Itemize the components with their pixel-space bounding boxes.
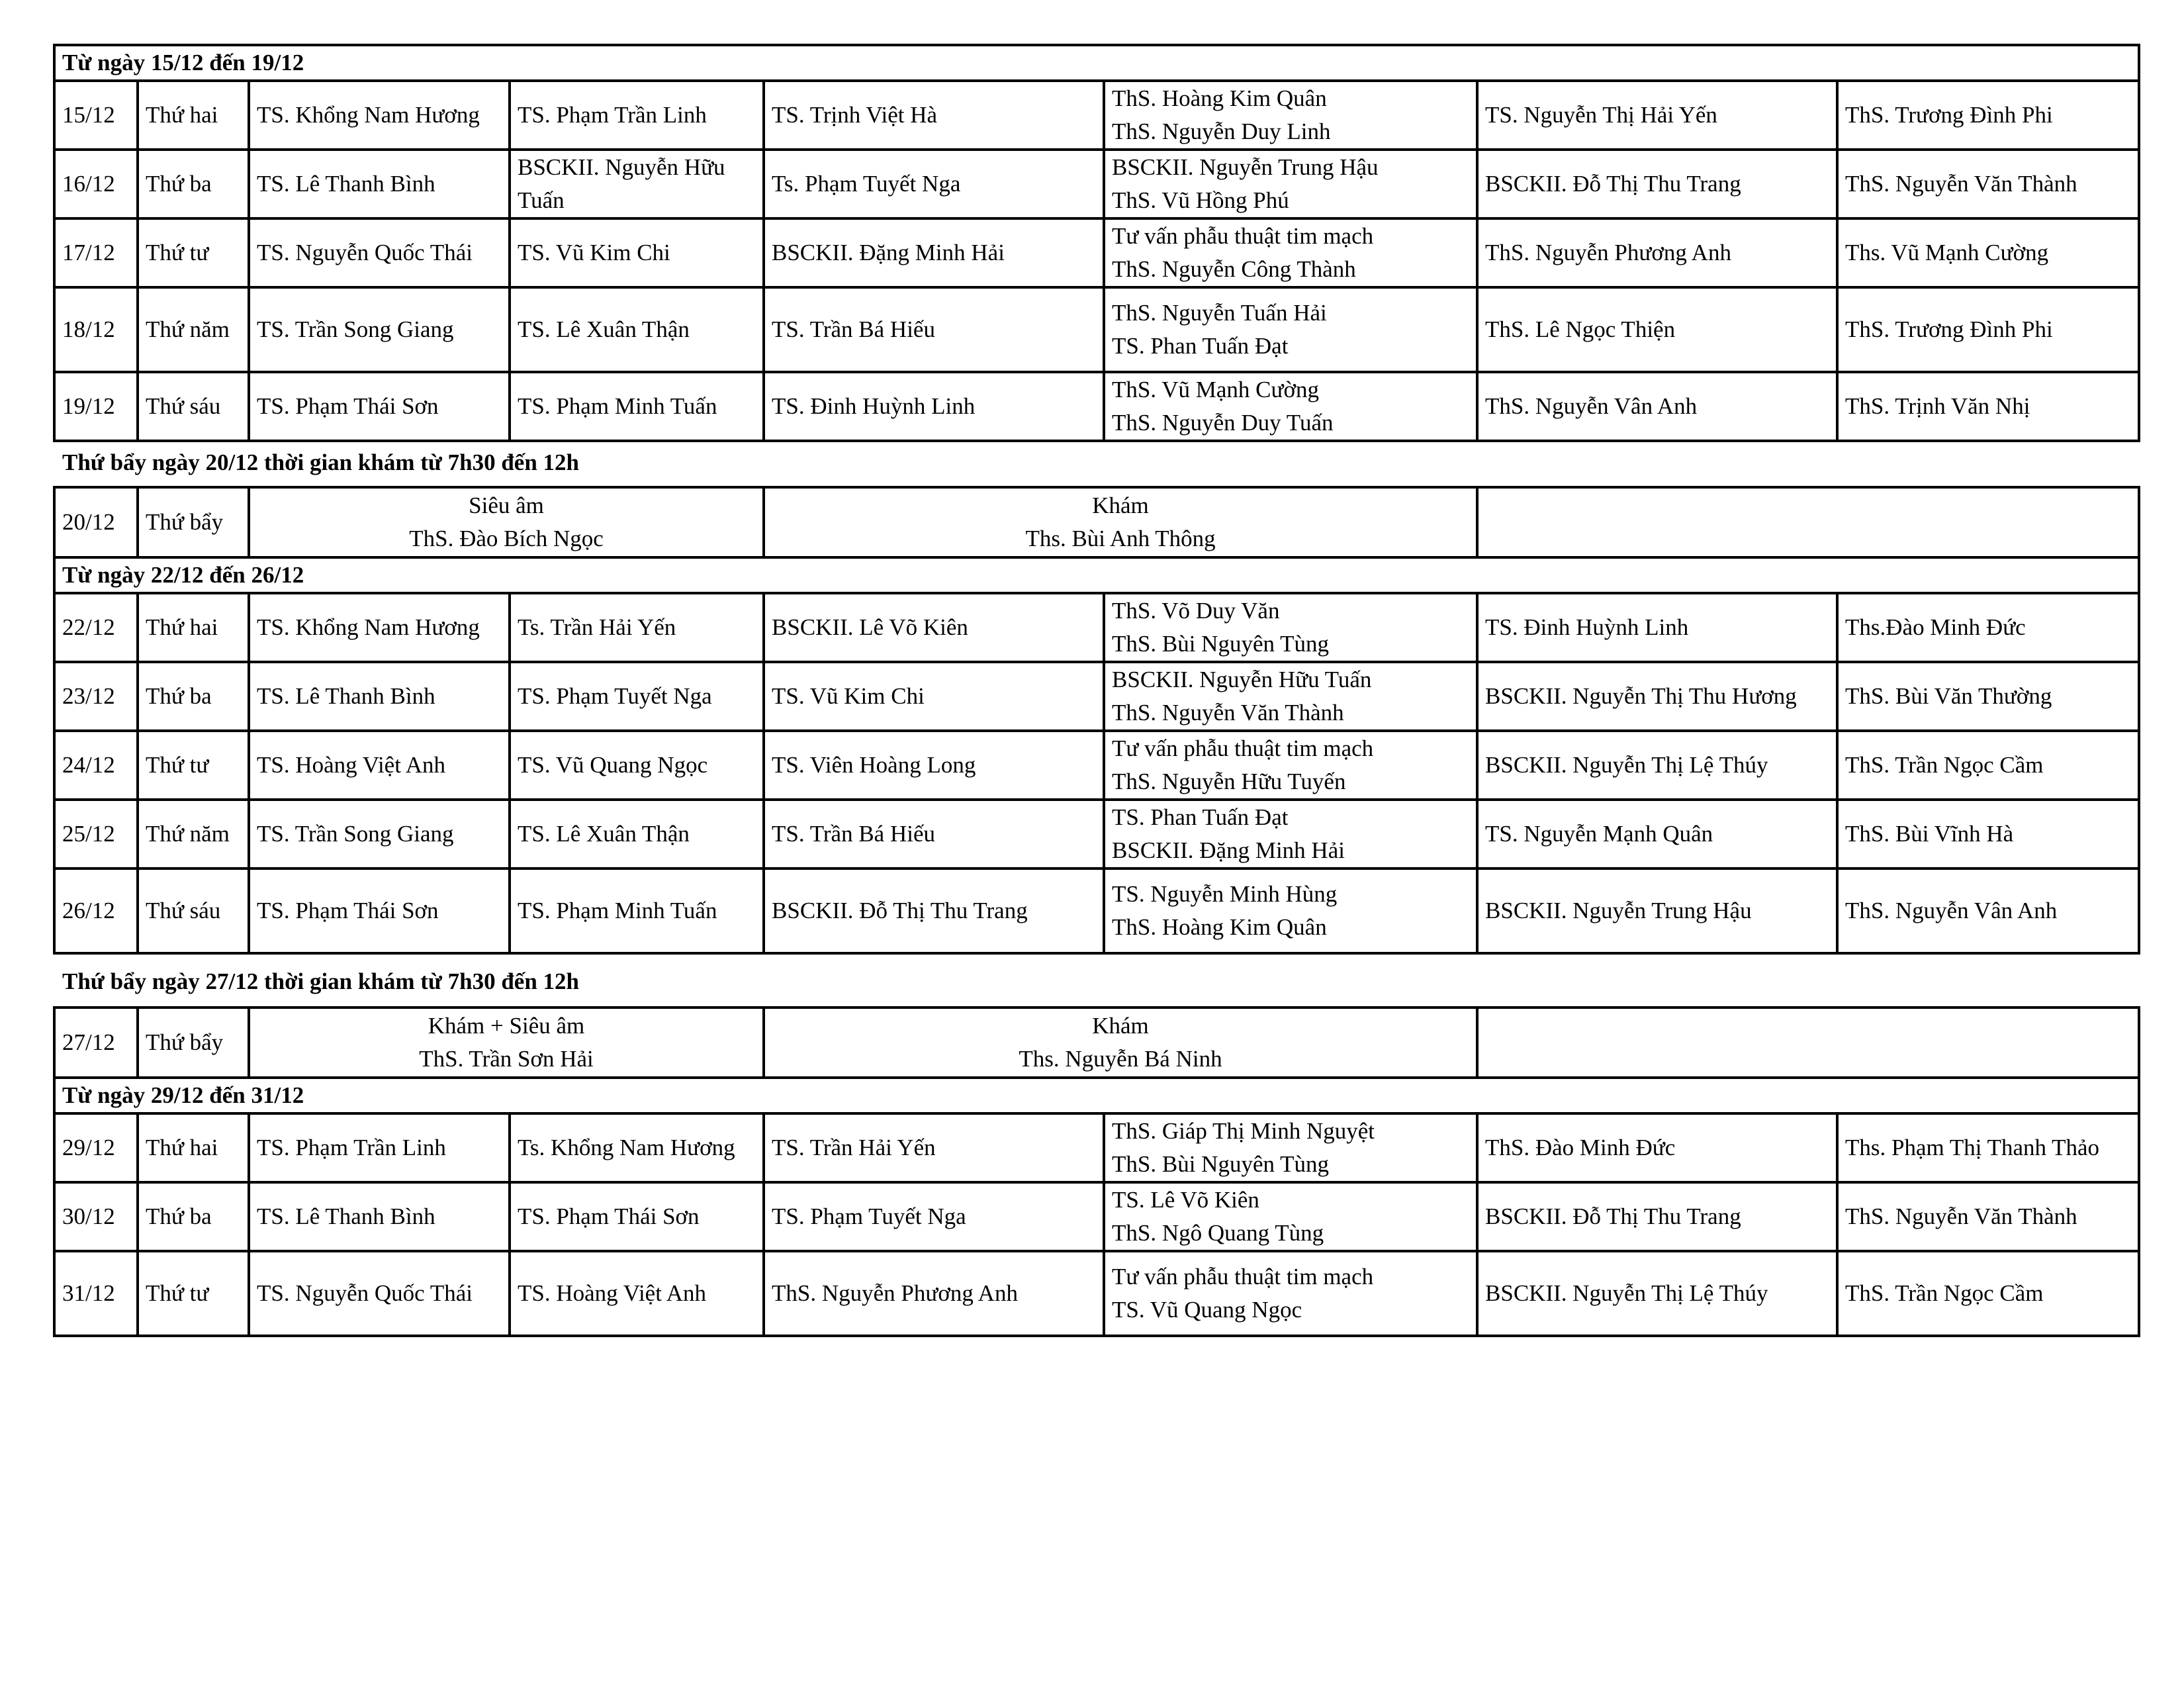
weekday-cell: Thứ tư <box>138 731 249 800</box>
doctor-cell: TS. Phạm Thái Sơn <box>249 868 510 953</box>
doctor-line: ThS. Nguyễn Duy Tuấn <box>1112 410 1334 436</box>
date-cell: 27/12 <box>54 1008 138 1078</box>
doctor-pair-cell <box>1104 372 1477 441</box>
doctor-cell: ThS. Nguyễn Văn Thành <box>1837 1182 2139 1251</box>
doctor-line: ThS. Hoàng Kim Quân <box>1112 85 1327 111</box>
doctor-line: BSCKII. Nguyễn Hữu <box>518 154 725 180</box>
doctor-cell: TS. Đinh Huỳnh Linh <box>764 372 1104 441</box>
service-label: Khám <box>1092 1013 1149 1039</box>
doctor-cell: ThS. Nguyễn Phương Anh <box>1477 218 1837 287</box>
doctor-cell: BSCKII. Nguyễn Thị Lệ Thúy <box>1477 1251 1837 1336</box>
doctor-cell: BSCKII. Đặng Minh Hải <box>764 218 1104 287</box>
doctor-cell: ThS. Trần Ngọc Cầm <box>1837 1251 2139 1336</box>
doctor-pair-cell <box>1104 81 1477 150</box>
table-row <box>54 218 2139 287</box>
doctor-cell: BSCKII. Đỗ Thị Thu Trang <box>1477 150 1837 218</box>
date-cell: 25/12 <box>54 800 138 868</box>
weekday-cell: Thứ hai <box>138 1113 249 1182</box>
doctor-cell: Ths. Vũ Mạnh Cường <box>1837 218 2139 287</box>
doctor-cell: TS. Trần Song Giang <box>249 287 510 372</box>
doctor-pair-cell <box>1104 1113 1477 1182</box>
doctor-cell: ThS. Trịnh Văn Nhị <box>1837 372 2139 441</box>
saturday-caption: Thứ bẩy ngày 27/12 thời gian khám từ 7h30 đến 12h <box>62 968 580 994</box>
table-row <box>54 662 2139 731</box>
table-row <box>54 593 2139 662</box>
doctor-line: ThS. Vũ Hồng Phú <box>1112 187 1289 213</box>
doctor-cell: BSCKII. Nguyễn Thị Thu Hương <box>1477 662 1837 731</box>
date-cell: 29/12 <box>54 1113 138 1182</box>
doctor-cell: TS. Phạm Minh Tuấn <box>510 868 764 953</box>
doctor-pair-cell <box>1104 731 1477 800</box>
doctor-cell: TS. Hoàng Việt Anh <box>510 1251 764 1336</box>
doctor-cell: ThS. Nguyễn Văn Thành <box>1837 150 2139 218</box>
doctor-cell: TS. Phạm Trần Linh <box>249 1113 510 1182</box>
date-cell: 15/12 <box>54 81 138 150</box>
doctor-pair-cell <box>1104 1251 1477 1336</box>
doctor-line: ThS. Đào Bích Ngọc <box>409 526 604 551</box>
doctor-cell: ThS. Trương Đình Phi <box>1837 287 2139 372</box>
schedule-page <box>53 44 2138 1337</box>
table-row <box>54 1182 2139 1251</box>
saturday-caption: Thứ bẩy ngày 20/12 thời gian khám từ 7h30 đến 12h <box>62 449 580 475</box>
doctor-line: Ths. Nguyễn Bá Ninh <box>1019 1046 1222 1072</box>
doctor-line: Tuấn <box>518 187 565 213</box>
doctor-cell: BSCKII. Nguyễn Thị Lệ Thúy <box>1477 731 1837 800</box>
table-row <box>54 150 2139 218</box>
service-label: Khám + Siêu âm <box>428 1013 585 1039</box>
table-row <box>54 1251 2139 1336</box>
doctor-cell: TS. Phạm Trần Linh <box>510 81 764 150</box>
date-cell: 16/12 <box>54 150 138 218</box>
week-header: Từ ngày 15/12 đến 19/12 <box>54 45 2139 81</box>
doctor-cell: TS. Nguyễn Quốc Thái <box>249 1251 510 1336</box>
doctor-pair-cell <box>1104 662 1477 731</box>
doctor-cell: TS. Phạm Tuyết Nga <box>510 662 764 731</box>
doctor-pair-cell <box>1104 800 1477 868</box>
doctor-cell: Ts. Trần Hải Yến <box>510 593 764 662</box>
table-row <box>54 372 2139 441</box>
date-cell: 30/12 <box>54 1182 138 1251</box>
doctor-cell: ThS. Lê Ngọc Thiện <box>1477 287 1837 372</box>
doctor-cell: TS. Hoàng Việt Anh <box>249 731 510 800</box>
doctor-cell: TS. Khổng Nam Hương <box>249 593 510 662</box>
empty-cell <box>1477 1008 2139 1078</box>
doctor-cell: ThS. Bùi Vĩnh Hà <box>1837 800 2139 868</box>
doctor-pair-cell <box>1104 1182 1477 1251</box>
doctor-cell: TS. Trần Bá Hiếu <box>764 800 1104 868</box>
service-label: Siêu âm <box>469 492 544 518</box>
doctor-cell: Ts. Khổng Nam Hương <box>510 1113 764 1182</box>
doctor-line: ThS. Nguyễn Tuấn Hải <box>1112 300 1327 326</box>
doctor-cell: ThS. Bùi Văn Thường <box>1837 662 2139 731</box>
doctor-line: ThS. Nguyễn Hữu Tuyến <box>1112 769 1346 794</box>
doctor-line: BSCKII. Đặng Minh Hải <box>1112 837 1345 863</box>
table-row <box>54 800 2139 868</box>
doctor-line: TS. Nguyễn Minh Hùng <box>1112 881 1338 907</box>
doctor-cell: TS. Lê Thanh Bình <box>249 662 510 731</box>
doctor-pair-cell <box>1104 218 1477 287</box>
doctor-cell: ThS. Nguyễn Vân Anh <box>1477 372 1837 441</box>
weekday-cell: Thứ năm <box>138 287 249 372</box>
doctor-cell: BSCKII. Nguyễn Trung Hậu <box>1477 868 1837 953</box>
weekday-cell: Thứ bẩy <box>138 1008 249 1078</box>
week-header: Từ ngày 22/12 đến 26/12 <box>54 557 2139 593</box>
table-row <box>54 731 2139 800</box>
doctor-pair-cell <box>1104 150 1477 218</box>
doctor-cell: BSCKII. Lê Võ Kiên <box>764 593 1104 662</box>
doctor-line: ThS. Giáp Thị Minh Nguyệt <box>1112 1118 1375 1144</box>
weekday-cell: Thứ năm <box>138 800 249 868</box>
doctor-cell: TS. Lê Thanh Bình <box>249 1182 510 1251</box>
doctor-cell: ThS. Trần Ngọc Cầm <box>1837 731 2139 800</box>
doctor-cell: TS. Phạm Thái Sơn <box>249 372 510 441</box>
doctor-line: ThS. Bùi Nguyên Tùng <box>1112 631 1329 657</box>
doctor-cell: TS. Khổng Nam Hương <box>249 81 510 150</box>
doctor-cell: TS. Vũ Kim Chi <box>764 662 1104 731</box>
date-cell: 26/12 <box>54 868 138 953</box>
doctor-cell: TS. Vũ Quang Ngọc <box>510 731 764 800</box>
table-row <box>54 81 2139 150</box>
doctor-cell: TS. Phạm Minh Tuấn <box>510 372 764 441</box>
doctor-cell: TS. Phạm Thái Sơn <box>510 1182 764 1251</box>
doctor-line: TS. Phan Tuấn Đạt <box>1112 333 1289 359</box>
schedule-table-week-1 <box>53 44 2140 442</box>
date-cell: 24/12 <box>54 731 138 800</box>
weekday-cell: Thứ hai <box>138 593 249 662</box>
doctor-cell: TS. Lê Xuân Thận <box>510 287 764 372</box>
doctor-cell: TS. Đinh Huỳnh Linh <box>1477 593 1837 662</box>
doctor-cell: TS. Phạm Tuyết Nga <box>764 1182 1104 1251</box>
date-cell: 20/12 <box>54 487 138 557</box>
doctor-cell: TS. Trần Bá Hiếu <box>764 287 1104 372</box>
doctor-cell: ThS. Nguyễn Vân Anh <box>1837 868 2139 953</box>
doctor-cell: TS. Nguyễn Quốc Thái <box>249 218 510 287</box>
doctor-line: TS. Lê Võ Kiên <box>1112 1187 1259 1213</box>
doctor-line: ThS. Nguyễn Công Thành <box>1112 256 1356 282</box>
saturday-service-cell <box>764 487 1477 557</box>
doctor-line: TS. Vũ Quang Ngọc <box>1112 1297 1302 1323</box>
doctor-line: Ths. Bùi Anh Thông <box>1025 526 1216 551</box>
weekday-cell: Thứ tư <box>138 1251 249 1336</box>
table-row <box>54 287 2139 372</box>
date-cell: 23/12 <box>54 662 138 731</box>
doctor-cell: BSCKII. Đỗ Thị Thu Trang <box>1477 1182 1837 1251</box>
doctor-line: BSCKII. Nguyễn Hữu Tuấn <box>1112 667 1372 692</box>
doctor-cell: TS. Vũ Kim Chi <box>510 218 764 287</box>
doctor-line: TS. Phan Tuấn Đạt <box>1112 804 1289 830</box>
doctor-line: BSCKII. Nguyễn Trung Hậu <box>1112 154 1379 180</box>
weekday-cell: Thứ ba <box>138 150 249 218</box>
doctor-cell: TS. Nguyễn Mạnh Quân <box>1477 800 1837 868</box>
saturday-service-cell <box>249 1008 764 1078</box>
weekday-cell: Thứ sáu <box>138 372 249 441</box>
weekday-cell: Thứ sáu <box>138 868 249 953</box>
doctor-cell: BSCKII. Đỗ Thị Thu Trang <box>764 868 1104 953</box>
date-cell: 17/12 <box>54 218 138 287</box>
doctor-line: ThS. Nguyễn Văn Thành <box>1112 700 1344 726</box>
doctor-line: ThS. Trần Sơn Hải <box>419 1046 594 1072</box>
date-cell: 18/12 <box>54 287 138 372</box>
doctor-line: ThS. Hoàng Kim Quân <box>1112 914 1327 940</box>
date-cell: 22/12 <box>54 593 138 662</box>
doctor-cell: Ths.Đào Minh Đức <box>1837 593 2139 662</box>
schedule-table-week-2 <box>53 486 2140 955</box>
weekday-cell: Thứ ba <box>138 1182 249 1251</box>
weekday-cell: Thứ ba <box>138 662 249 731</box>
doctor-cell: ThS. Trương Đình Phi <box>1837 81 2139 150</box>
saturday-row <box>54 1008 2139 1078</box>
doctor-line: ThS. Võ Duy Văn <box>1112 598 1280 624</box>
doctor-line: ThS. Ngô Quang Tùng <box>1112 1220 1324 1246</box>
doctor-cell: ThS. Nguyễn Phương Anh <box>764 1251 1104 1336</box>
doctor-line: ThS. Bùi Nguyên Tùng <box>1112 1151 1329 1177</box>
doctor-cell: Ts. Phạm Tuyết Nga <box>764 150 1104 218</box>
doctor-cell: TS. Nguyễn Thị Hải Yến <box>1477 81 1837 150</box>
service-label: Khám <box>1092 492 1149 518</box>
table-row <box>54 1113 2139 1182</box>
doctor-line: Tư vấn phẫu thuật tim mạch <box>1112 735 1374 761</box>
doctor-line: ThS. Nguyễn Duy Linh <box>1112 118 1331 144</box>
doctor-pair-cell <box>1104 287 1477 372</box>
week-header: Từ ngày 29/12 đến 31/12 <box>54 1078 2139 1113</box>
table-row <box>54 868 2139 953</box>
saturday-row <box>54 487 2139 557</box>
date-cell: 19/12 <box>54 372 138 441</box>
doctor-cell: ThS. Đào Minh Đức <box>1477 1113 1837 1182</box>
doctor-cell: TS. Lê Thanh Bình <box>249 150 510 218</box>
doctor-pair-cell <box>510 150 764 218</box>
empty-cell <box>1477 487 2139 557</box>
doctor-pair-cell <box>1104 593 1477 662</box>
weekday-cell: Thứ hai <box>138 81 249 150</box>
doctor-cell: Ths. Phạm Thị Thanh Thảo <box>1837 1113 2139 1182</box>
doctor-cell: TS. Trần Song Giang <box>249 800 510 868</box>
doctor-line: Tư vấn phẫu thuật tim mạch <box>1112 1264 1374 1289</box>
saturday-service-cell <box>764 1008 1477 1078</box>
doctor-line: ThS. Vũ Mạnh Cường <box>1112 377 1319 402</box>
doctor-pair-cell <box>1104 868 1477 953</box>
schedule-table-week-3 <box>53 1006 2140 1337</box>
saturday-service-cell <box>249 487 764 557</box>
doctor-cell: TS. Trần Hải Yến <box>764 1113 1104 1182</box>
doctor-cell: TS. Viên Hoàng Long <box>764 731 1104 800</box>
weekday-cell: Thứ tư <box>138 218 249 287</box>
doctor-cell: TS. Trịnh Việt Hà <box>764 81 1104 150</box>
weekday-cell: Thứ bẩy <box>138 487 249 557</box>
doctor-cell: TS. Lê Xuân Thận <box>510 800 764 868</box>
doctor-line: Tư vấn phẫu thuật tim mạch <box>1112 223 1374 249</box>
date-cell: 31/12 <box>54 1251 138 1336</box>
